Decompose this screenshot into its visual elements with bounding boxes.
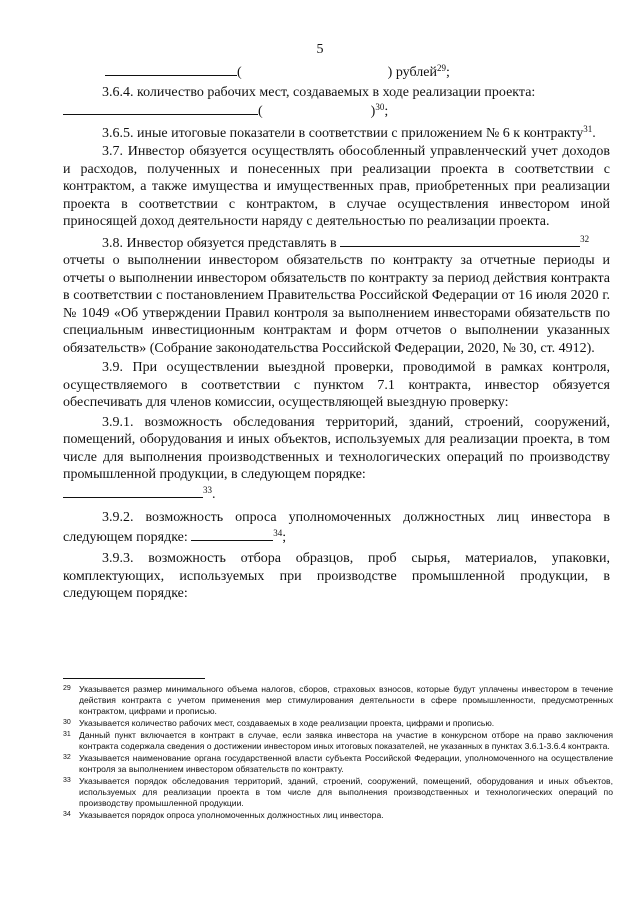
footnote-31: 31 Данный пункт включается в контракт в случае, если заявка инвестора на участие в конкурсном отборе на право заключения контракта содержала сведения о достижении инвестором иных итоговых показателей, не указанных в пунктах 3.6.1-3.6.4 контракта. — [63, 730, 613, 751]
open-paren: ( — [237, 65, 242, 80]
clause-3-6-5: 3.6.5. иные итоговые показатели в соответствии с приложением № 6 к контракту$^{31}$. — [102, 123, 596, 141]
footnote-ref-34: 34 — [273, 527, 283, 538]
blank-jobs — [63, 101, 258, 115]
line-jobs: ( )$^{30}$; — [63, 101, 610, 121]
footnote-33: 33 Указывается порядок обследования территорий, зданий, строений, сооружений, помещений, оборудования и иных объектов, используемых для реализации проекта в том числе для выполнения производственных и технологических операций по производству промышленной продукции. — [63, 776, 613, 808]
footnote-29: 29 Указывается размер минимального объема налогов, сборов, страховых взносов, которые будут уплачены инвестором в течение действия контракта с учетом применения мер стимулирования деятельности в сфере промышленности, предусмотренных контрактом, цифрами и прописью. — [63, 684, 613, 716]
document-body — [63, 62, 610, 603]
blank-amount — [105, 62, 237, 76]
blank-procedure-34 — [191, 527, 273, 541]
line-procedure-33: $^{33}$. — [63, 484, 610, 504]
clause-3-9-3: 3.9.3. возможность отбора образцов, проб сырья, материалов, упаковки, комплектующих, используемых при производстве промышленной продукции, в следующем порядке: — [63, 551, 610, 601]
footnote-34: 34 Указывается порядок опроса уполномоченных должностных лиц инвестора. — [63, 810, 384, 820]
clause-3-8-start: 3.8. Инвестор обязуется представлять в $^{32}$ — [102, 233, 590, 251]
page-number: 5 — [316, 42, 324, 57]
clause-3-7: 3.7. Инвестор обязуется осуществлять обособленный управленческий учет доходов и расходов, полученных и понесенных при реализации проекта в соответствии с контрактом, а также имущества и имущественных прав, приобретенных при реализации проекта в соответствии с контрактом, в случае осуществления инвестором иной приносящей доход деятельности наряду с деятельностью по реализации проекта. — [63, 144, 610, 229]
clause-3-9-1: 3.9.1. возможность обследования территорий, зданий, строений, сооружений, помещений, оборудования и иных объектов, используемых для реализации проекта, в том числе для выполнения производственных и технологических операций по производству промышленной продукции, в следующем порядке: — [63, 414, 610, 482]
blank-procedure-33 — [63, 484, 203, 498]
footnote-ref-33: 33 — [203, 484, 212, 495]
footnote-30: 30 Указывается количество рабочих мест, создаваемых в ходе реализации проекта, цифрами и прописью. — [63, 718, 495, 728]
footnote-ref-31: 31 — [583, 123, 593, 134]
footnote-ref-30: 30 — [375, 102, 385, 112]
line-rubles: ( ) рублей$^{29}$; — [63, 62, 610, 82]
clause-3-8-body: отчеты о выполнении инвестором обязательств по контракту за отчетные периоды и отчеты о выполнении инвестором обязательств по контракту за период действия контракта в соответствии с постановлением Правительства Российской Федерации от 16 июля 2020 г. № 1049 «Об утверждении Правил контроля за выполнением инвесторами обязательств по специальным инвестиционным контрактам и форм отчетов о выполнении указанных обязательств» (Собрание законодательства Российской Федерации, 2020, № 30, ст. 4912). — [63, 253, 610, 356]
footnote-divider — [63, 678, 205, 679]
footnote-ref-29: 29 — [436, 63, 446, 73]
rubles-label: ) рублей — [387, 65, 437, 80]
footnotes — [63, 684, 613, 822]
footnote-32: 32 Указывается наименование органа государственной власти субъекта Российской Федерации, уполномоченного на осуществление контроля за выполнением инвестором обязательств по контракту. — [63, 753, 613, 774]
blank-authority — [340, 233, 580, 247]
clause-3-6-4: 3.6.4. количество рабочих мест, создаваемых в ходе реализации проекта: — [102, 84, 536, 100]
clause-3-9-2: 3.9.2. возможность опроса уполномоченных должностных лиц инвестора в следующем порядке: $^{34}$; — [63, 510, 610, 545]
footnote-ref-32: 32 — [580, 233, 590, 244]
clause-3-9: 3.9. При осуществлении выездной проверки, проводимой в рамках контроля, осуществляемого в соответствии с пунктом 7.1 контракта, инвестор обязуется обеспечивать для членов комиссии, осуществляющей выездную проверку: — [63, 360, 610, 410]
